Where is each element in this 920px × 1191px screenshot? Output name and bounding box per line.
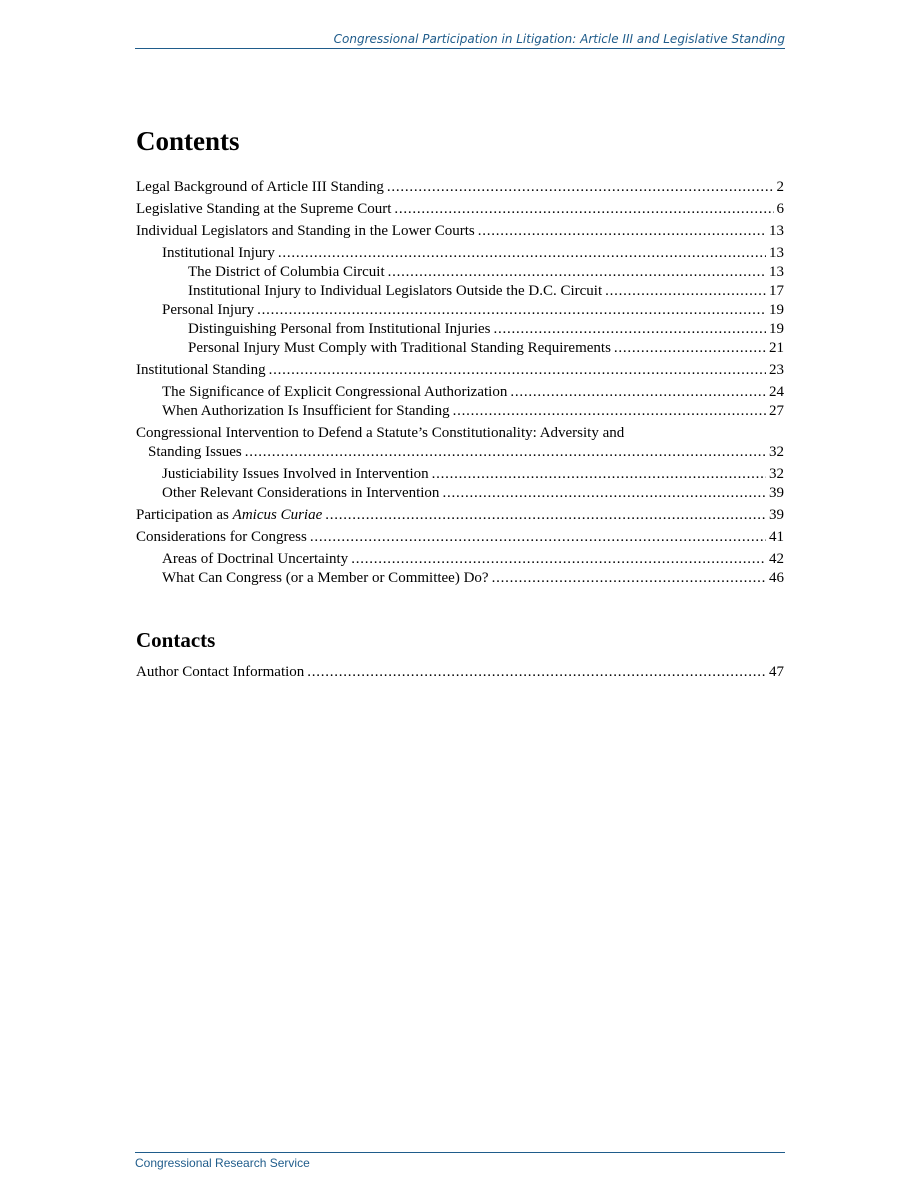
toc-entry-page: 41	[769, 529, 784, 545]
toc-entry-title	[136, 506, 322, 525]
contents-heading: Contents	[136, 126, 240, 156]
toc-entry-title: Areas of Doctrinal Uncertainty	[162, 551, 349, 567]
toc-leader-dots	[614, 339, 766, 358]
toc-entry[interactable]	[136, 200, 784, 219]
toc-leader-dots	[605, 282, 766, 301]
toc-entry-page: 6	[776, 201, 784, 217]
toc-entry-page: 27	[769, 403, 784, 419]
toc-leader-dots	[388, 263, 766, 282]
toc-leader-dots	[307, 663, 766, 682]
toc-entry-page: 42	[769, 551, 784, 567]
table-of-contents	[136, 175, 784, 588]
toc-leader-dots	[245, 443, 766, 462]
toc-entry[interactable]	[136, 484, 784, 503]
toc-entry-title: Other Relevant Considerations in Intervention	[162, 485, 440, 501]
toc-leader-dots	[493, 320, 766, 339]
toc-entry-title: Considerations for Congress	[136, 529, 307, 545]
toc-entry-title: Distinguishing Personal from Institutional Injuries	[188, 321, 491, 337]
toc-entry-page: 13	[769, 223, 784, 239]
running-header: Congressional Participation in Litigation: Article III and Legislative Standing	[135, 32, 785, 49]
toc-entry[interactable]	[136, 569, 784, 588]
toc-entry-page: 21	[769, 340, 784, 356]
toc-leader-dots	[478, 222, 766, 241]
toc-entry-title: Individual Legislators and Standing in the Lower Courts	[136, 223, 475, 239]
toc-entry-page: 23	[769, 362, 784, 378]
toc-entry-page: 19	[769, 321, 784, 337]
toc-leader-dots	[351, 550, 766, 569]
toc-entry-page: 13	[769, 264, 784, 280]
toc-leader-dots	[269, 361, 766, 380]
toc-leader-dots	[387, 178, 774, 197]
toc-entry[interactable]	[136, 282, 784, 301]
toc-entry-page: 13	[769, 245, 784, 261]
toc-entry[interactable]	[136, 383, 784, 402]
toc-entry[interactable]	[136, 178, 784, 197]
toc-entry-title: The Significance of Explicit Congressional Authorization	[162, 384, 508, 400]
toc-entry[interactable]	[136, 244, 784, 263]
toc-entry-wrapped-title-line1[interactable]: Congressional Intervention to Defend a Statute’s Constitutionality: Adversity and	[136, 425, 625, 441]
toc-entry-title: The District of Columbia Circuit	[188, 264, 385, 280]
toc-leader-dots	[510, 383, 766, 402]
toc-entry-title: Personal Injury	[162, 302, 255, 318]
toc-leader-dots	[432, 465, 766, 484]
toc-leader-dots	[453, 402, 766, 421]
toc-entry[interactable]	[136, 443, 784, 462]
toc-entry-page: 32	[769, 466, 784, 482]
toc-entry-title: Standing Issues	[148, 444, 242, 460]
toc-entry[interactable]	[136, 528, 784, 547]
toc-leader-dots	[257, 301, 766, 320]
toc-entry-title: Institutional Injury to Individual Legislators Outside the D.C. Circuit	[188, 283, 603, 299]
toc-entry-title-italic: Amicus Curiae	[232, 507, 323, 523]
toc-entry[interactable]	[136, 263, 784, 282]
toc-entry[interactable]	[136, 301, 784, 320]
toc-entry-page: 19	[769, 302, 784, 318]
toc-entry-title: What Can Congress (or a Member or Committee) Do?	[162, 570, 489, 586]
toc-leader-dots	[394, 200, 773, 219]
toc-entry[interactable]	[136, 320, 784, 339]
toc-entry-page: 47	[769, 664, 784, 680]
toc-entry-title: Author Contact Information	[136, 664, 305, 680]
toc-leader-dots	[310, 528, 766, 547]
toc-entry-title: Institutional Standing	[136, 362, 266, 378]
toc-entry-title: When Authorization Is Insufficient for Standing	[162, 403, 450, 419]
toc-entry[interactable]	[136, 663, 784, 682]
contacts-list	[136, 663, 784, 682]
toc-entry-page: 32	[769, 444, 784, 460]
toc-entry-page: 39	[769, 485, 784, 501]
toc-leader-dots	[278, 244, 766, 263]
toc-entry[interactable]	[136, 550, 784, 569]
page-footer: Congressional Research Service	[135, 1152, 785, 1170]
toc-leader-dots	[442, 484, 766, 503]
toc-entry-title: Institutional Injury	[162, 245, 275, 261]
toc-entry[interactable]	[136, 506, 784, 525]
toc-entry[interactable]	[136, 222, 784, 241]
toc-entry[interactable]	[136, 361, 784, 380]
toc-entry-title: Justiciability Issues Involved in Intervention	[162, 466, 429, 482]
contacts-heading: Contacts	[136, 628, 216, 652]
toc-entry[interactable]	[136, 465, 784, 484]
toc-entry-page: 17	[769, 283, 784, 299]
toc-entry-title: Legislative Standing at the Supreme Court	[136, 201, 392, 217]
toc-entry-page: 39	[769, 507, 784, 523]
toc-entry-title: Legal Background of Article III Standing	[136, 179, 384, 195]
toc-entry[interactable]	[136, 339, 784, 358]
toc-entry[interactable]	[136, 402, 784, 421]
toc-leader-dots	[325, 506, 766, 525]
toc-leader-dots	[492, 569, 766, 588]
toc-entry-page: 2	[776, 179, 784, 195]
toc-entry-title: Personal Injury Must Comply with Traditional Standing Requirements	[188, 340, 611, 356]
toc-entry-page: 46	[769, 570, 784, 586]
toc-entry-page: 24	[769, 384, 784, 400]
toc-entry-title-prefix: Participation as	[136, 507, 233, 523]
